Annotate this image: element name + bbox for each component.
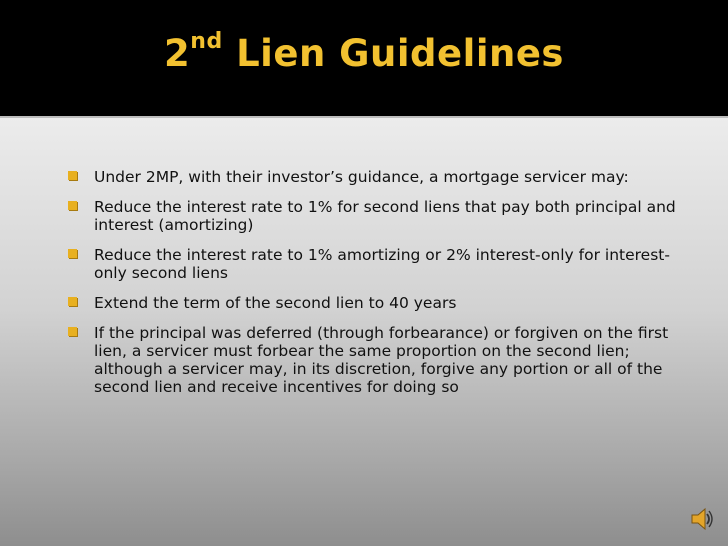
title-ordinal-suffix: nd bbox=[190, 29, 223, 55]
bullet-text: Extend the term of the second lien to 40 years bbox=[94, 294, 457, 312]
square-bullet-icon bbox=[68, 327, 77, 336]
square-bullet-icon bbox=[68, 249, 77, 258]
list-item bbox=[68, 168, 678, 186]
list-item bbox=[68, 324, 678, 396]
bullet-list bbox=[68, 168, 678, 408]
speaker-icon[interactable] bbox=[690, 505, 714, 533]
divider bbox=[0, 116, 728, 118]
bullet-text: Under 2MP, with their investor’s guidance, a mortgage servicer may: bbox=[94, 168, 629, 186]
square-bullet-icon bbox=[68, 201, 77, 210]
square-bullet-icon bbox=[68, 171, 77, 180]
title-number: 2 bbox=[164, 31, 191, 75]
title-bar bbox=[0, 0, 728, 116]
list-item bbox=[68, 294, 678, 312]
bullet-text: If the principal was deferred (through forbearance) or forgiven on the first lien, a servicer must forbear the same proportion on the second lien; although a servicer may, in its discretion, forgive any portion or all of the second lien and receive incentives for doing so bbox=[94, 324, 669, 396]
bullet-text: Reduce the interest rate to 1% amortizing or 2% interest-only for interest-only second liens bbox=[94, 246, 670, 282]
bullet-text: Reduce the interest rate to 1% for second liens that pay both principal and interest (amortizing) bbox=[94, 198, 676, 234]
square-bullet-icon bbox=[68, 297, 77, 306]
list-item bbox=[68, 246, 678, 282]
slide-title bbox=[164, 29, 564, 75]
title-text: Lien Guidelines bbox=[222, 31, 564, 75]
list-item bbox=[68, 198, 678, 234]
